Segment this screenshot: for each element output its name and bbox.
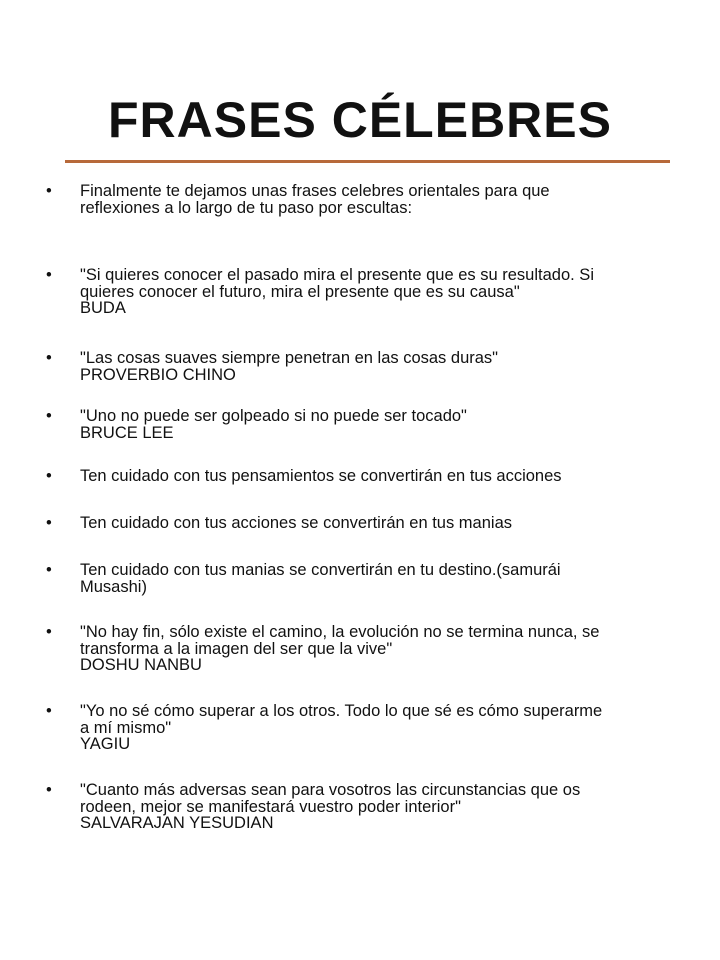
quote-line: quieres conocer el futuro, mira el presente que es su causa" xyxy=(80,282,520,301)
quote-line: DOSHU NANBU xyxy=(80,656,202,674)
bullet-icon: • xyxy=(46,266,52,284)
quote-line: BUDA xyxy=(80,299,126,317)
quote-text xyxy=(80,515,680,532)
quote-line: a mí mismo" xyxy=(80,718,172,737)
quote-text xyxy=(80,350,680,383)
quote-line: transforma a la imagen del ser que la vive" xyxy=(80,639,393,658)
quote-text xyxy=(80,183,680,216)
bullet-icon: • xyxy=(46,561,52,579)
bullet-icon: • xyxy=(46,623,52,641)
bullet-icon: • xyxy=(46,467,52,485)
bullet-icon: • xyxy=(46,407,52,425)
quote-line: "Si quieres conocer el pasado mira el presente que es su resultado. Si xyxy=(80,266,594,284)
quote-text xyxy=(80,267,680,317)
bullet-icon: • xyxy=(46,781,52,799)
title-divider xyxy=(65,160,670,163)
quote-line: "Cuanto más adversas sean para vosotros las circunstancias que os xyxy=(80,781,581,799)
quote-line: Ten cuidado con tus acciones se convertirán en tus manias xyxy=(80,514,512,532)
quote-line: reflexiones a lo largo de tu paso por escultas: xyxy=(80,198,413,217)
quote-text xyxy=(80,468,680,485)
quote-line: SALVARAJAN YESUDIAN xyxy=(80,814,274,832)
quote-line: "Yo no sé cómo superar a los otros. Todo lo que sé es cómo superarme xyxy=(80,702,603,720)
quote-text xyxy=(80,782,680,832)
quote-line: Finalmente te dejamos unas frases celebres orientales para que xyxy=(80,182,550,200)
quote-line: rodeen, mejor se manifestará vuestro poder interior" xyxy=(80,797,461,816)
quote-line: Ten cuidado con tus pensamientos se convertirán en tus acciones xyxy=(80,467,562,485)
quote-text xyxy=(80,624,680,674)
quote-line: Musashi) xyxy=(80,577,147,596)
quote-line: PROVERBIO CHINO xyxy=(80,365,236,384)
bullet-icon: • xyxy=(46,349,52,367)
quote-line: BRUCE LEE xyxy=(80,423,174,442)
quote-text xyxy=(80,562,680,595)
quote-line: "No hay fin, sólo existe el camino, la evolución no se termina nunca, se xyxy=(80,623,600,641)
bullet-icon: • xyxy=(46,702,52,720)
bullet-icon: • xyxy=(46,514,52,532)
quote-line: YAGIU xyxy=(80,735,131,753)
quote-text xyxy=(80,703,680,753)
page-title: FRASES CÉLEBRES xyxy=(108,92,612,148)
bullet-icon: • xyxy=(46,182,52,200)
quote-text xyxy=(80,408,680,441)
quote-line: "Las cosas suaves siempre penetran en las cosas duras" xyxy=(80,349,499,367)
quote-line: Ten cuidado con tus manias se convertirán en tu destino.(samurái xyxy=(80,561,561,579)
quote-line: "Uno no puede ser golpeado si no puede ser tocado" xyxy=(80,407,467,425)
